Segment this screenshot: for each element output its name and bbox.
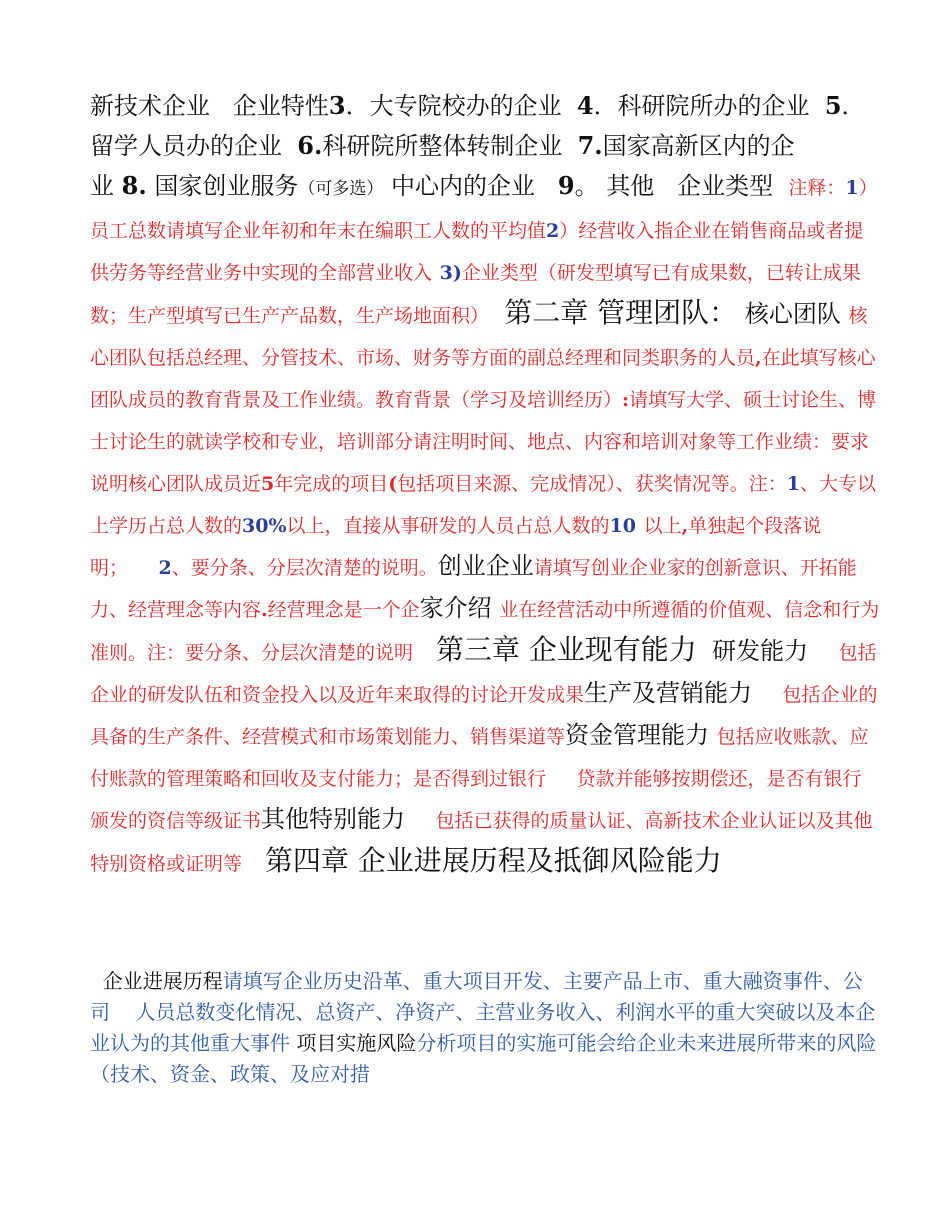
text-run: ．留学人员办的企业 <box>90 92 866 160</box>
text-run: 以上，直接从事研发的人员占总人数的 <box>286 515 610 537</box>
finance-capability-heading: 资金管理能力 <box>565 721 710 749</box>
text-run: 8. <box>121 171 147 200</box>
text-run: 请填写大学、硕士讨论生、博士讨论生的就读学校和专业，培训部分请注明时间、地点、内容和培训对象等工作业绩：要求说明核心团队成员近 <box>90 389 877 495</box>
text-run: 企业类型 <box>677 172 774 200</box>
text-run: 、要分条、分层次清楚的说明。 <box>171 557 438 579</box>
entrepreneur-heading: 创业企业 <box>437 552 534 580</box>
text-run: 包括企业的具备的生产条件、经营模式和市场策划能力、销售渠道等 <box>90 684 878 748</box>
text-run: 中心内的企业 <box>390 172 535 200</box>
text-run: 核心团队包括总经理、分管技术、市场、财务等方面的副总经理和同类职务的人员 <box>90 305 868 369</box>
text-run: 5 <box>261 473 275 495</box>
chapter-2-heading: 第二章 管理团队： <box>504 296 738 329</box>
text-run: 5 <box>824 91 842 120</box>
text-run: 1 <box>786 473 801 495</box>
text-run: 包括应收账款、应付账款的管理策略和回收及支付能力；是否得到过银行 <box>90 726 869 790</box>
text-run: 家介绍 <box>419 594 492 622</box>
project-risk-heading: 项目实施风险 <box>296 1031 417 1055</box>
text-run: ( <box>388 473 398 495</box>
text-run: 请填写企业历史沿革、重大项目开发、主要产品上市、重大融资事件、公司 <box>90 969 863 1024</box>
text-run: . <box>261 599 268 621</box>
note-number: 3) <box>439 262 462 284</box>
text-run: 业在经营活动中所遵循的价值观、信念和行为准则。注：要分条、分层次清楚的说明 <box>90 599 880 664</box>
text-run: 经营理念是一个企 <box>267 599 420 621</box>
chapter-3-heading: 第三章 企业现有能力 <box>435 633 697 666</box>
other-capability-heading: 其他特别能力 <box>261 805 406 833</box>
text-run: ．大专院校办的企业 <box>345 92 562 120</box>
text-run: 包括企业的研发队伍和资金投入以及近年来取得的讨论开发成果 <box>90 642 877 706</box>
note-number: 1 <box>845 177 859 199</box>
body-text-section-2 <box>90 966 880 1090</box>
history-heading: 企业进展历程 <box>102 969 223 993</box>
text-run: 以上 <box>643 515 682 537</box>
text-run: 2 <box>158 557 172 579</box>
text-run: 9 <box>557 171 575 200</box>
text-run: 国家创业服务 <box>154 172 299 200</box>
text-run: 、大专以上学历占总人数的 <box>90 473 877 537</box>
production-marketing-heading: 生产及营销能力 <box>584 679 753 707</box>
text-run: 包括项目来源、完成情况）、获奖情况等。注： <box>397 473 787 495</box>
text-run: 请填写创业企业家的创新意识、开拓能力、经营理念等内容 <box>90 557 857 621</box>
text-run: 3 <box>328 91 346 120</box>
chapter-4-heading: 第四章 企业进展历程及抵御风险能力 <box>264 844 722 877</box>
text-run: : <box>622 389 630 411</box>
note-number: 2 <box>546 220 560 242</box>
text-run: 4 <box>576 91 594 120</box>
text-run: 单独起个段落说明； <box>90 515 822 579</box>
text-run: 新技术企业 <box>90 92 210 120</box>
text-run: , <box>755 347 762 369</box>
text-run: 6. <box>297 131 323 160</box>
note-text: 企业类型（研发型填写已有成果数，已转让成果数；生产型填写已生产产品数，生产场地面积） <box>90 262 861 327</box>
text-run: 。 其他 <box>574 172 655 200</box>
text-run: （可多选） <box>298 179 384 199</box>
text-run: 包括已获得的质量认证、高新技术企业认证以及其他特别资格或证明等 <box>90 810 873 875</box>
text-run: 在此填写核心团队成员的教育背景及工作业绩。教育背景（学习及培训经历） <box>90 347 876 411</box>
text-run: 贷款并能够按期偿还，是否有银行颁发的资信等级证书 <box>90 768 862 832</box>
text-run: 分析项目的实施可能会给企业未来进展所带来的风险（技术、资金、政策、及应对措 <box>90 1031 877 1086</box>
core-team-heading: 核心团队 <box>744 300 841 328</box>
note-text: 注释： <box>788 177 846 199</box>
text-run: 10 <box>609 515 636 537</box>
text-run: , <box>681 515 689 537</box>
text-run: 国家高新区内的企业 <box>90 132 795 200</box>
text-run: 7. <box>577 131 603 160</box>
body-text-section-1 <box>90 86 880 884</box>
text-run: 人员总数变化情况、总资产、净资产、主营业务收入、利润水平的重大突破以及本企业认为的其他重大事件 <box>90 1000 876 1055</box>
rd-capability-heading: 研发能力 <box>712 637 809 665</box>
text-run: ．科研院所办的企业 <box>593 92 810 120</box>
text-run: 科研院所整体转制企业 <box>322 132 563 160</box>
text-run: 年完成的项目 <box>274 473 389 495</box>
note-text: ）经营收入指企业在销售商品或者提供劳务等经营业务中实现的全部营业收入 <box>90 220 864 284</box>
note-text: ）员工总数请填写企业年初和年末在编职工人数的平均值 <box>90 177 878 242</box>
text-run: 30% <box>242 515 287 537</box>
text-run: 企业特性 <box>232 92 329 120</box>
